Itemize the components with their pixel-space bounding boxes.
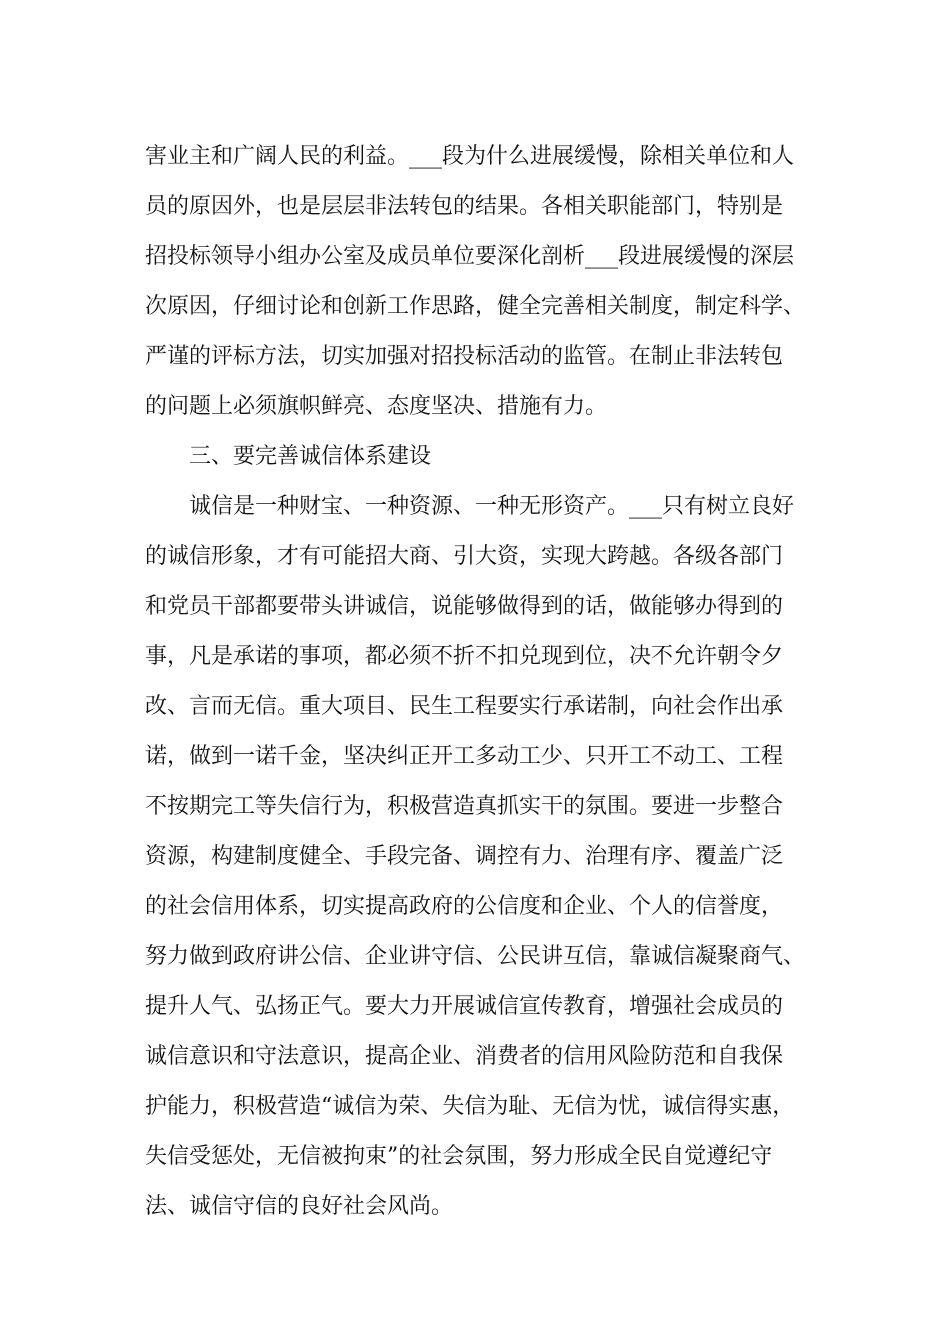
text-line: 的诚信形象，才有可能招大商、引大资，实现大跨越。各级各部门 [145, 544, 784, 569]
section-heading: 三、要完善诚信体系建设 [189, 444, 432, 469]
text-line: 护能力，积极营造“诚信为荣、失信为耻、无信为忧，诚信得实惠， [145, 1094, 795, 1119]
text-line: 失信受惩处，无信被拘束”的社会氛围，努力形成全民自觉遵纪守 [145, 1144, 773, 1169]
text-line: 提升人气、弘扬正气。要大力开展诚信宣传教育，增强社会成员的 [145, 994, 784, 1019]
text-line: 诚信是一种财宝、一种资源、一种无形资产。___只有树立良好 [189, 494, 795, 519]
text-line: 的社会信用体系，切实提高政府的公信度和企业、个人的信誉度， [145, 894, 784, 919]
text-line: 员的原因外，也是层层非法转包的结果。各相关职能部门，特别是 [145, 194, 784, 219]
text-line: 努力做到政府讲公信、企业讲守信、公民讲互信，靠诚信凝聚商气、 [145, 944, 806, 969]
text-line: 资源，构建制度健全、手段完备、调控有力、治理有序、覆盖广泛 [145, 844, 784, 869]
text-line: 招投标领导小组办公室及成员单位要深化剖析___段进展缓慢的深层 [145, 244, 795, 269]
text-line: 害业主和广阔人民的利益。___段为什么进展缓慢，除相关单位和人 [145, 144, 795, 169]
text-line: 和党员干部都要带头讲诚信，说能够做得到的话，做能够办得到的 [145, 594, 784, 619]
text-line: 事，凡是承诺的事项，都必须不折不扣兑现到位，决不允许朝令夕 [145, 644, 784, 669]
text-line: 改、言而无信。重大项目、民生工程要实行承诺制，向社会作出承 [145, 694, 784, 719]
text-line: 法、诚信守信的良好社会风尚。 [145, 1194, 454, 1219]
text-line: 诚信意识和守法意识，提高企业、消费者的信用风险防范和自我保 [145, 1044, 784, 1069]
text-line: 严谨的评标方法，切实加强对招投标活动的监管。在制止非法转包 [145, 344, 784, 369]
document-body [145, 132, 825, 1232]
text-line: 不按期完工等失信行为，积极营造真抓实干的氛围。要进一步整合 [145, 794, 784, 819]
text-line: 次原因，仔细讨论和创新工作思路，健全完善相关制度，制定科学、 [145, 294, 806, 319]
text-line: 诺，做到一诺千金，坚决纠正开工多动工少、只开工不动工、工程 [145, 744, 784, 769]
text-line: 的问题上必须旗帜鲜亮、态度坚决、措施有力。 [145, 394, 608, 419]
